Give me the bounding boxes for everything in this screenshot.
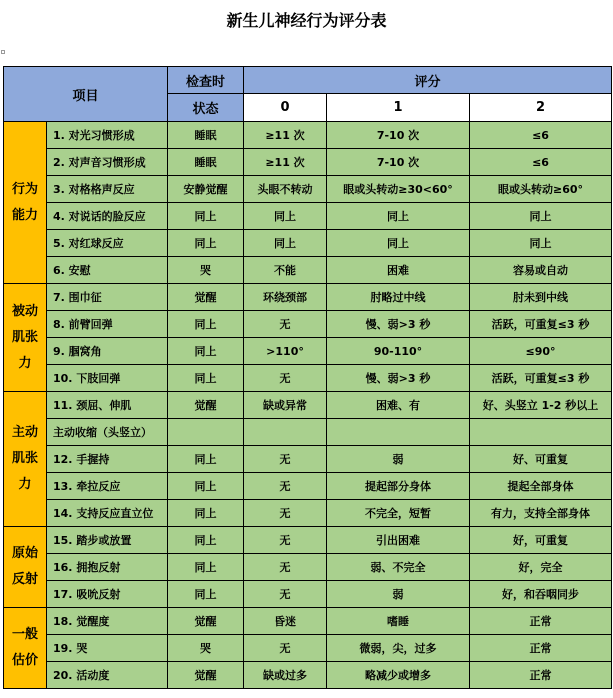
cell-score-1: 同上 — [327, 230, 470, 257]
cell-score-1: 7-10 次 — [327, 149, 470, 176]
header-score: 评分 — [244, 67, 612, 94]
cell-check-state: 同上 — [168, 581, 244, 608]
cell-check-state: 睡眠 — [168, 149, 244, 176]
cell-item: 6. 安慰 — [47, 257, 168, 284]
section-name: 一般估价 — [4, 608, 47, 689]
cell-score-1: 困难、有 — [327, 392, 470, 419]
table-row — [4, 122, 612, 149]
cell-item: 1. 对光习惯形成 — [47, 122, 168, 149]
cell-score-1: 同上 — [327, 203, 470, 230]
cell-score-1: 慢、弱>3 秒 — [327, 365, 470, 392]
header-score-2: 2 — [470, 94, 612, 122]
cell-item: 5. 对红球反应 — [47, 230, 168, 257]
cell-item: 20. 活动度 — [47, 662, 168, 689]
cell-score-2: 肘未到中线 — [470, 284, 612, 311]
cell-item: 12. 手握持 — [47, 446, 168, 473]
object-anchor-icon — [1, 50, 5, 54]
cell-check-state: 同上 — [168, 473, 244, 500]
section-name: 行为能力 — [4, 122, 47, 284]
cell-score-1: 眼或头转动≥30<60° — [327, 176, 470, 203]
cell-check-state: 同上 — [168, 230, 244, 257]
score-table — [3, 66, 612, 689]
cell-score-2: 好，可重复 — [470, 527, 612, 554]
cell-score-2: 容易或自动 — [470, 257, 612, 284]
cell-score-0: ≥11 次 — [244, 149, 327, 176]
header-check-state-line1: 检查时 — [168, 67, 244, 94]
cell-score-0: 同上 — [244, 203, 327, 230]
cell-score-1: 7-10 次 — [327, 122, 470, 149]
cell-score-2: 好、可重复 — [470, 446, 612, 473]
section-name: 被动肌张力 — [4, 284, 47, 392]
table-row — [4, 527, 612, 554]
cell-check-state: 觉醒 — [168, 608, 244, 635]
cell-score-1: 不完全，短暂 — [327, 500, 470, 527]
cell-item: 10. 下肢回弹 — [47, 365, 168, 392]
table-row — [4, 419, 612, 446]
cell-check-state: 安静觉醒 — [168, 176, 244, 203]
cell-score-0: 环绕颈部 — [244, 284, 327, 311]
cell-score-2: 好、头竖立 1-2 秒以上 — [470, 392, 612, 419]
cell-score-2: 正常 — [470, 608, 612, 635]
header-score-0: 0 — [244, 94, 327, 122]
cell-score-2: 提起全部身体 — [470, 473, 612, 500]
table-row — [4, 635, 612, 662]
cell-score-2: 眼或头转动≥60° — [470, 176, 612, 203]
cell-item: 17. 吸吮反射 — [47, 581, 168, 608]
cell-item: 8. 前臂回弹 — [47, 311, 168, 338]
cell-score-0: 无 — [244, 473, 327, 500]
header-score-1: 1 — [327, 94, 470, 122]
cell-item: 13. 牵拉反应 — [47, 473, 168, 500]
cell-check-state: 同上 — [168, 527, 244, 554]
cell-check-state: 哭 — [168, 635, 244, 662]
cell-item: 3. 对格格声反应 — [47, 176, 168, 203]
cell-item: 4. 对说话的脸反应 — [47, 203, 168, 230]
cell-score-1: 弱 — [327, 581, 470, 608]
cell-item: 7. 围巾征 — [47, 284, 168, 311]
cell-check-state: 同上 — [168, 311, 244, 338]
cell-score-0: ≥11 次 — [244, 122, 327, 149]
cell-score-2: 活跃，可重复≤3 秒 — [470, 365, 612, 392]
cell-item: 15. 踏步或放置 — [47, 527, 168, 554]
cell-score-0: 缺或异常 — [244, 392, 327, 419]
cell-score-1: 困难 — [327, 257, 470, 284]
table-row — [4, 500, 612, 527]
cell-score-2: 正常 — [470, 662, 612, 689]
table-row — [4, 203, 612, 230]
cell-score-1: 微弱，尖，过多 — [327, 635, 470, 662]
cell-score-0: 同上 — [244, 230, 327, 257]
table-row — [4, 311, 612, 338]
cell-score-0 — [244, 419, 327, 446]
cell-check-state: 哭 — [168, 257, 244, 284]
cell-item: 14. 支持反应直立位 — [47, 500, 168, 527]
cell-score-1: 略减少或增多 — [327, 662, 470, 689]
table-row — [4, 338, 612, 365]
cell-score-0: 无 — [244, 527, 327, 554]
cell-item: 19. 哭 — [47, 635, 168, 662]
cell-score-1: 肘略过中线 — [327, 284, 470, 311]
cell-score-1: 弱 — [327, 446, 470, 473]
cell-score-0: 不能 — [244, 257, 327, 284]
cell-check-state: 睡眠 — [168, 122, 244, 149]
table-row — [4, 149, 612, 176]
table-row — [4, 392, 612, 419]
cell-score-0: 无 — [244, 581, 327, 608]
cell-item: 16. 拥抱反射 — [47, 554, 168, 581]
cell-score-1: 提起部分身体 — [327, 473, 470, 500]
cell-score-1 — [327, 419, 470, 446]
cell-item: 主动收缩（头竖立） — [47, 419, 168, 446]
cell-score-0: 无 — [244, 500, 327, 527]
cell-score-1: 90-110° — [327, 338, 470, 365]
cell-check-state: 觉醒 — [168, 392, 244, 419]
header-check-state-line2: 状态 — [168, 94, 244, 122]
cell-item: 2. 对声音习惯形成 — [47, 149, 168, 176]
page-title: 新生儿神经行为评分表 — [226, 11, 387, 30]
cell-check-state: 觉醒 — [168, 662, 244, 689]
cell-score-0: 无 — [244, 635, 327, 662]
cell-score-2 — [470, 419, 612, 446]
cell-score-2: 有力，支持全部身体 — [470, 500, 612, 527]
table-row — [4, 581, 612, 608]
header-item: 项目 — [4, 67, 168, 122]
table-row — [4, 473, 612, 500]
cell-check-state: 同上 — [168, 365, 244, 392]
cell-score-2: 同上 — [470, 230, 612, 257]
cell-score-1: 慢、弱>3 秒 — [327, 311, 470, 338]
table-row — [4, 176, 612, 203]
cell-score-1: 弱、不完全 — [327, 554, 470, 581]
table-row — [4, 662, 612, 689]
cell-score-0: 缺或过多 — [244, 662, 327, 689]
table-row — [4, 446, 612, 473]
cell-check-state — [168, 419, 244, 446]
cell-check-state: 同上 — [168, 500, 244, 527]
cell-score-0: 头眼不转动 — [244, 176, 327, 203]
cell-score-0: 无 — [244, 446, 327, 473]
table-body — [4, 122, 612, 689]
cell-score-2: 好，和吞咽同步 — [470, 581, 612, 608]
cell-score-2: 正常 — [470, 635, 612, 662]
table-row — [4, 257, 612, 284]
cell-check-state: 觉醒 — [168, 284, 244, 311]
section-name: 主动肌张力 — [4, 392, 47, 527]
cell-item: 11. 颈屈、伸肌 — [47, 392, 168, 419]
cell-score-0: 无 — [244, 311, 327, 338]
cell-check-state: 同上 — [168, 338, 244, 365]
cell-score-0: 昏迷 — [244, 608, 327, 635]
cell-check-state: 同上 — [168, 554, 244, 581]
table-row — [4, 284, 612, 311]
cell-check-state: 同上 — [168, 203, 244, 230]
table-row — [4, 554, 612, 581]
cell-score-2: 活跃，可重复≤3 秒 — [470, 311, 612, 338]
table-row — [4, 608, 612, 635]
cell-score-0: 无 — [244, 554, 327, 581]
cell-score-2: ≤6 — [470, 122, 612, 149]
cell-score-2: 同上 — [470, 203, 612, 230]
cell-item: 18. 觉醒度 — [47, 608, 168, 635]
cell-score-2: ≤90° — [470, 338, 612, 365]
cell-check-state: 同上 — [168, 446, 244, 473]
cell-item: 9. 腘窝角 — [47, 338, 168, 365]
cell-score-1: 嗜睡 — [327, 608, 470, 635]
table-row — [4, 365, 612, 392]
cell-score-2: ≤6 — [470, 149, 612, 176]
table-row — [4, 230, 612, 257]
cell-score-1: 引出困难 — [327, 527, 470, 554]
cell-score-0: >110° — [244, 338, 327, 365]
cell-score-2: 好，完全 — [470, 554, 612, 581]
cell-score-0: 无 — [244, 365, 327, 392]
section-name: 原始反射 — [4, 527, 47, 608]
